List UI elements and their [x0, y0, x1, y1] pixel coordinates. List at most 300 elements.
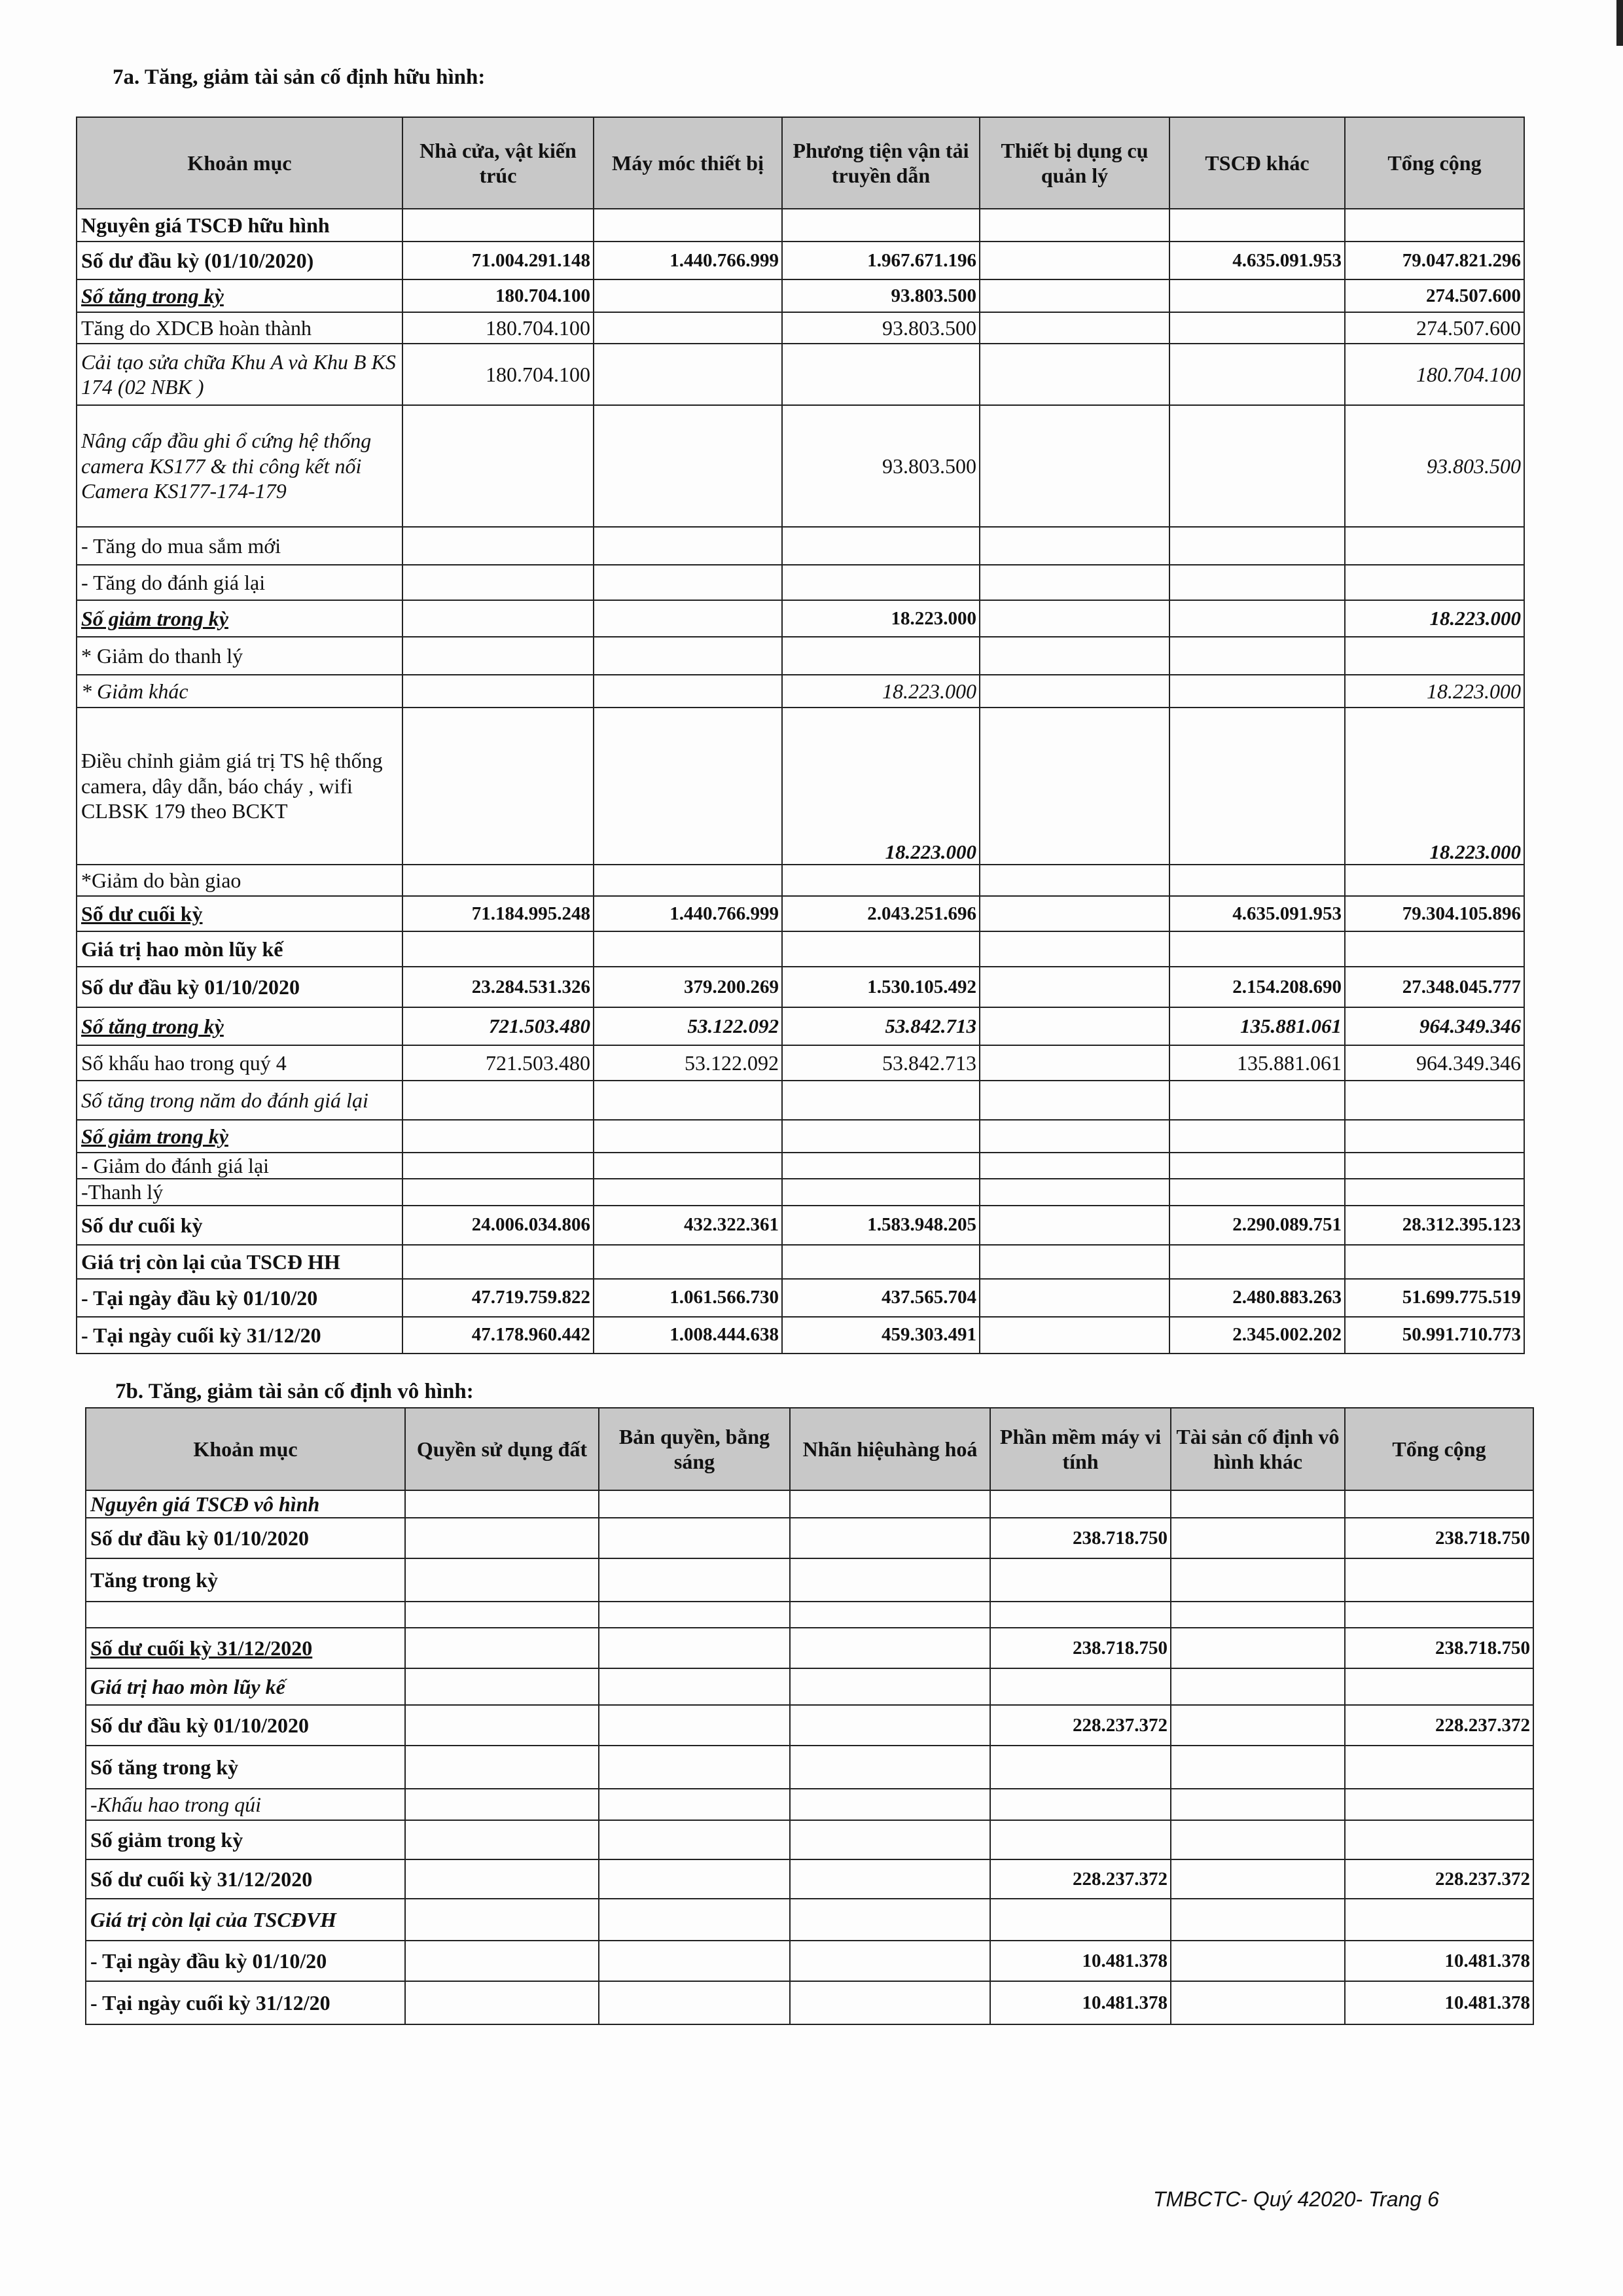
col-header: Khoản mục [77, 117, 402, 209]
table-cell [1171, 1705, 1345, 1746]
table-cell [790, 1981, 990, 2024]
row-label: Số khấu hao trong quý 4 [77, 1045, 402, 1081]
table-cell [1345, 865, 1524, 896]
table-cell [790, 1628, 990, 1668]
row-label: Giá trị còn lại của TSCĐVH [86, 1899, 405, 1941]
row-label: Số tăng trong kỳ [86, 1746, 405, 1789]
table-row [86, 1705, 1533, 1746]
table-cell: 180.704.100 [402, 312, 594, 344]
table-cell [594, 312, 782, 344]
table-cell [790, 1899, 990, 1941]
table-cell [402, 1120, 594, 1153]
row-label: Số giảm trong kỳ [77, 600, 402, 637]
table-cell: 4.635.091.953 [1169, 242, 1345, 279]
table-cell: 1.440.766.999 [594, 242, 782, 279]
table-cell: 10.481.378 [1345, 1941, 1533, 1981]
table-cell: 721.503.480 [402, 1045, 594, 1081]
intangible-assets-table [85, 1407, 1534, 2025]
table-row [77, 344, 1524, 405]
row-label: Số giảm trong kỳ [77, 1120, 402, 1153]
table-cell [1171, 1602, 1345, 1628]
row-label: Số tăng trong kỳ [77, 1007, 402, 1045]
table-cell [1171, 1789, 1345, 1820]
table-cell [990, 1558, 1171, 1602]
table-cell [1345, 931, 1524, 967]
table-cell [980, 967, 1169, 1007]
table-cell [599, 1941, 790, 1981]
table-cell: 228.237.372 [1345, 1705, 1533, 1746]
row-label: Số dư đầu kỳ (01/10/2020) [77, 242, 402, 279]
table-cell [405, 1746, 599, 1789]
row-label: Nâng cấp đầu ghi ổ cứng hệ thống camera KS177 & thi công kết nối Camera KS177-174-179 [77, 405, 402, 527]
table-cell: 10.481.378 [990, 1981, 1171, 2024]
table-cell [594, 1081, 782, 1120]
table-cell [1169, 565, 1345, 600]
table-row [77, 931, 1524, 967]
table-cell [1345, 1820, 1533, 1859]
table-cell [1169, 865, 1345, 896]
table-cell: 2.480.883.263 [1169, 1279, 1345, 1317]
table-cell [599, 1668, 790, 1705]
table-cell: 228.237.372 [990, 1859, 1171, 1899]
table-cell [402, 209, 594, 242]
row-label: - Tại ngày đầu kỳ 01/10/20 [77, 1279, 402, 1317]
table-cell [782, 209, 980, 242]
row-label: Giá trị hao mòn lũy kế [86, 1668, 405, 1705]
row-label: Số tăng trong kỳ [77, 279, 402, 312]
table-cell [594, 1120, 782, 1153]
table-cell [980, 1120, 1169, 1153]
table-cell [1169, 708, 1345, 865]
table-cell: 53.842.713 [782, 1045, 980, 1081]
table-cell [594, 1179, 782, 1205]
table-cell: 238.718.750 [990, 1518, 1171, 1558]
table-cell: 93.803.500 [782, 312, 980, 344]
table-cell [980, 1045, 1169, 1081]
row-label: Số dư cuối kỳ [77, 1206, 402, 1245]
table-cell [980, 1153, 1169, 1179]
table-row [77, 1081, 1524, 1120]
table-cell [402, 527, 594, 565]
row-label [86, 1602, 405, 1628]
table-cell: 10.481.378 [990, 1941, 1171, 1981]
table-cell: 27.348.045.777 [1345, 967, 1524, 1007]
row-label: Số dư đầu kỳ 01/10/2020 [77, 967, 402, 1007]
table-row [77, 1206, 1524, 1245]
table-cell [990, 1602, 1171, 1628]
table-cell [402, 1153, 594, 1179]
table-cell: 1.061.566.730 [594, 1279, 782, 1317]
table-cell: 71.184.995.248 [402, 896, 594, 931]
table-row [77, 967, 1524, 1007]
col-header: Phần mềm máy vi tính [990, 1408, 1171, 1490]
table-cell [790, 1705, 990, 1746]
table-cell [405, 1628, 599, 1668]
table-cell [1345, 1245, 1524, 1279]
row-label: Số dư đầu kỳ 01/10/2020 [86, 1518, 405, 1558]
table-row [86, 1820, 1533, 1859]
table-cell [594, 708, 782, 865]
table-row [77, 209, 1524, 242]
table-row [86, 1899, 1533, 1941]
table-cell [599, 1705, 790, 1746]
table-cell [599, 1490, 790, 1518]
table-cell [1345, 1120, 1524, 1153]
table-cell [980, 242, 1169, 279]
table-cell [599, 1820, 790, 1859]
table-row [86, 1789, 1533, 1820]
table-cell [790, 1558, 990, 1602]
table-cell: 47.178.960.442 [402, 1317, 594, 1354]
table-cell: 53.122.092 [594, 1045, 782, 1081]
table-row [77, 1007, 1524, 1045]
table-cell [594, 1245, 782, 1279]
table-cell [1169, 1245, 1345, 1279]
table-cell [402, 1245, 594, 1279]
table-cell: 4.635.091.953 [1169, 896, 1345, 931]
table-cell: 93.803.500 [782, 405, 980, 527]
table-row [86, 1981, 1533, 2024]
table-cell [790, 1518, 990, 1558]
table-cell: 18.223.000 [782, 708, 980, 865]
table-cell: 18.223.000 [782, 675, 980, 708]
table-cell [980, 1317, 1169, 1354]
table-cell [599, 1899, 790, 1941]
table-cell [790, 1490, 990, 1518]
table-row [77, 896, 1524, 931]
table-cell [782, 637, 980, 675]
table-cell [980, 527, 1169, 565]
table-row [86, 1746, 1533, 1789]
table-cell [980, 1081, 1169, 1120]
table-cell [405, 1941, 599, 1981]
table-cell: 964.349.346 [1345, 1007, 1524, 1045]
table-row [86, 1859, 1533, 1899]
table-cell [405, 1668, 599, 1705]
table-cell [790, 1941, 990, 1981]
table-cell: 47.719.759.822 [402, 1279, 594, 1317]
table-cell [402, 865, 594, 896]
table-cell [1169, 600, 1345, 637]
table-cell [1169, 1081, 1345, 1120]
table-cell [990, 1746, 1171, 1789]
table-cell [594, 565, 782, 600]
table-row [77, 1179, 1524, 1205]
table-cell: 1.967.671.196 [782, 242, 980, 279]
row-label: Nguyên giá TSCĐ vô hình [86, 1490, 405, 1518]
table-cell [594, 637, 782, 675]
table-cell: 50.991.710.773 [1345, 1317, 1524, 1354]
table-cell [594, 931, 782, 967]
row-label: * Giảm khác [77, 675, 402, 708]
row-label: - Tại ngày cuối kỳ 31/12/20 [86, 1981, 405, 2024]
table-cell [990, 1490, 1171, 1518]
table-cell: 379.200.269 [594, 967, 782, 1007]
table-cell: 1.440.766.999 [594, 896, 782, 931]
table-cell: 18.223.000 [1345, 675, 1524, 708]
table-cell: 180.704.100 [1345, 344, 1524, 405]
table-row [77, 405, 1524, 527]
table-cell: 1.583.948.205 [782, 1206, 980, 1245]
table-cell [402, 1179, 594, 1205]
table-cell [594, 675, 782, 708]
col-header: Phương tiện vận tải truyền dẫn [782, 117, 980, 209]
table-cell [594, 405, 782, 527]
table-cell [599, 1981, 790, 2024]
table-cell: 2.290.089.751 [1169, 1206, 1345, 1245]
table-cell: 2.043.251.696 [782, 896, 980, 931]
table-cell [980, 312, 1169, 344]
table-cell [594, 209, 782, 242]
table-cell: 2.154.208.690 [1169, 967, 1345, 1007]
table-cell [790, 1746, 990, 1789]
col-header: Máy móc thiết bị [594, 117, 782, 209]
table-cell [980, 209, 1169, 242]
table-cell [599, 1518, 790, 1558]
table-cell [980, 344, 1169, 405]
row-label: - Tăng do đánh giá lại [77, 565, 402, 600]
table-cell [782, 527, 980, 565]
row-label: Số dư cuối kỳ [77, 896, 402, 931]
table-cell: 18.223.000 [1345, 708, 1524, 865]
table-row [86, 1602, 1533, 1628]
table-cell [1169, 344, 1345, 405]
table-cell [782, 1081, 980, 1120]
table-cell [782, 1120, 980, 1153]
row-label: - Tăng do mua sắm mới [77, 527, 402, 565]
row-label: Tăng trong kỳ [86, 1558, 405, 1602]
table-cell [402, 565, 594, 600]
table-cell [990, 1789, 1171, 1820]
row-label: Giá trị còn lại của TSCĐ HH [77, 1245, 402, 1279]
table-cell [1345, 1153, 1524, 1179]
table-cell: 721.503.480 [402, 1007, 594, 1045]
table-cell [980, 1206, 1169, 1245]
table-cell [1169, 279, 1345, 312]
table-cell: 1.530.105.492 [782, 967, 980, 1007]
table-cell: 1.008.444.638 [594, 1317, 782, 1354]
table-cell: 79.047.821.296 [1345, 242, 1524, 279]
table-cell [1171, 1518, 1345, 1558]
table-cell [405, 1820, 599, 1859]
table-cell: 238.718.750 [990, 1628, 1171, 1668]
table-cell [1345, 1746, 1533, 1789]
table-cell [1345, 1081, 1524, 1120]
table-cell: 459.303.491 [782, 1317, 980, 1354]
table-row [77, 242, 1524, 279]
table-cell [594, 279, 782, 312]
table-cell [980, 600, 1169, 637]
table-cell: 274.507.600 [1345, 279, 1524, 312]
table-cell [1169, 1179, 1345, 1205]
table-row [77, 1153, 1524, 1179]
table-cell: 10.481.378 [1345, 1981, 1533, 2024]
table-cell [990, 1668, 1171, 1705]
table-cell [782, 565, 980, 600]
col-header: Khoản mục [86, 1408, 405, 1490]
table-row [77, 312, 1524, 344]
table-cell [405, 1789, 599, 1820]
table-cell [402, 600, 594, 637]
row-label: - Giảm do đánh giá lại [77, 1153, 402, 1179]
table-row [86, 1490, 1533, 1518]
page-footer: TMBCTC- Quý 42020- Trang 6 [1153, 2187, 1439, 2211]
table-cell: 274.507.600 [1345, 312, 1524, 344]
table-cell: 135.881.061 [1169, 1007, 1345, 1045]
table-cell: 238.718.750 [1345, 1518, 1533, 1558]
table-cell [599, 1859, 790, 1899]
table-cell: 93.803.500 [1345, 405, 1524, 527]
table-cell: 2.345.002.202 [1169, 1317, 1345, 1354]
table-row [77, 637, 1524, 675]
table-cell [1171, 1859, 1345, 1899]
table-row [77, 1045, 1524, 1081]
table-cell [790, 1789, 990, 1820]
table-cell: 93.803.500 [782, 279, 980, 312]
table-cell [405, 1490, 599, 1518]
row-label: Số dư cuối kỳ 31/12/2020 [86, 1628, 405, 1668]
table-cell [1171, 1668, 1345, 1705]
row-label: Số giảm trong kỳ [86, 1820, 405, 1859]
table-cell [1171, 1899, 1345, 1941]
table-row [86, 1558, 1533, 1602]
table-cell [782, 344, 980, 405]
table-cell [1345, 209, 1524, 242]
table-cell [1171, 1981, 1345, 2024]
table-cell: 24.006.034.806 [402, 1206, 594, 1245]
table-cell: 71.004.291.148 [402, 242, 594, 279]
table-cell [980, 405, 1169, 527]
table-cell [405, 1705, 599, 1746]
row-label: Số dư đầu kỳ 01/10/2020 [86, 1705, 405, 1746]
table-cell [405, 1558, 599, 1602]
table-cell [1171, 1628, 1345, 1668]
table-cell [599, 1628, 790, 1668]
table-row [86, 1628, 1533, 1668]
table-cell [405, 1602, 599, 1628]
row-label: Số tăng trong năm do đánh giá lại [77, 1081, 402, 1120]
table-cell: 180.704.100 [402, 344, 594, 405]
table-cell [980, 1245, 1169, 1279]
table-row [86, 1668, 1533, 1705]
table-cell [1345, 1602, 1533, 1628]
table-row [77, 1317, 1524, 1354]
col-header: TSCĐ khác [1169, 117, 1345, 209]
table-cell [402, 931, 594, 967]
table-cell: 135.881.061 [1169, 1045, 1345, 1081]
table-cell [980, 1007, 1169, 1045]
table-cell [980, 931, 1169, 967]
table-cell: 23.284.531.326 [402, 967, 594, 1007]
table-cell: 28.312.395.123 [1345, 1206, 1524, 1245]
table-cell [1345, 565, 1524, 600]
table-cell [782, 931, 980, 967]
table-cell [1169, 931, 1345, 967]
table-cell [405, 1899, 599, 1941]
table-cell [405, 1859, 599, 1899]
table-row [77, 527, 1524, 565]
row-label: - Tại ngày cuối kỳ 31/12/20 [77, 1317, 402, 1354]
table-cell [599, 1746, 790, 1789]
table-cell: 18.223.000 [782, 600, 980, 637]
table-cell [990, 1899, 1171, 1941]
table-cell [594, 527, 782, 565]
row-label: * Giảm do thanh lý [77, 637, 402, 675]
col-header: Tổng cộng [1345, 1408, 1533, 1490]
section-7b-title: 7b. Tăng, giảm tài sản cố định vô hình: [115, 1380, 474, 1403]
col-header: Tổng cộng [1345, 117, 1524, 209]
table-cell: 437.565.704 [782, 1279, 980, 1317]
table-cell: 18.223.000 [1345, 600, 1524, 637]
table-cell [782, 1153, 980, 1179]
table-cell: 228.237.372 [990, 1705, 1171, 1746]
table-cell: 964.349.346 [1345, 1045, 1524, 1081]
col-header: Tài sản cố định vô hình khác [1171, 1408, 1345, 1490]
table-cell [1345, 1668, 1533, 1705]
table-cell [782, 1245, 980, 1279]
table-row [77, 1245, 1524, 1279]
table-cell [1169, 637, 1345, 675]
table-cell: 238.718.750 [1345, 1628, 1533, 1668]
table-cell: 180.704.100 [402, 279, 594, 312]
table-cell [980, 279, 1169, 312]
col-header: Quyền sử dụng đất [405, 1408, 599, 1490]
table-cell [1345, 1789, 1533, 1820]
section-7a-title: 7a. Tăng, giảm tài sản cố định hữu hình: [113, 65, 486, 89]
table-cell [980, 896, 1169, 931]
row-label: - Tại ngày đầu kỳ 01/10/20 [86, 1941, 405, 1981]
table-cell [990, 1820, 1171, 1859]
table-cell [1171, 1941, 1345, 1981]
table-row [86, 1941, 1533, 1981]
table-cell [1345, 1490, 1533, 1518]
scan-edge [1616, 0, 1623, 46]
table-cell [1171, 1490, 1345, 1518]
table-cell: 53.842.713 [782, 1007, 980, 1045]
table-cell [980, 637, 1169, 675]
table-cell [599, 1789, 790, 1820]
table-cell [1171, 1820, 1345, 1859]
col-header: Nhãn hiệuhàng hoá [790, 1408, 990, 1490]
header-row [86, 1408, 1533, 1490]
table-cell [1345, 1179, 1524, 1205]
row-label: Cải tạo sửa chữa Khu A và Khu B KS 174 (02 NBK ) [77, 344, 402, 405]
col-header: Thiết bị dụng cụ quản lý [980, 117, 1169, 209]
table-row [77, 600, 1524, 637]
table-cell: 228.237.372 [1345, 1859, 1533, 1899]
table-cell [790, 1602, 990, 1628]
table-row [77, 1120, 1524, 1153]
table-cell [980, 708, 1169, 865]
table-cell [1169, 312, 1345, 344]
table-cell [980, 1179, 1169, 1205]
table-cell [405, 1518, 599, 1558]
table-cell: 79.304.105.896 [1345, 896, 1524, 931]
table-cell: 51.699.775.519 [1345, 1279, 1524, 1317]
row-label: *Giảm do bàn giao [77, 865, 402, 896]
table-cell: 432.322.361 [594, 1206, 782, 1245]
table-cell [402, 675, 594, 708]
table-cell [980, 865, 1169, 896]
table-cell [980, 1279, 1169, 1317]
table-cell [980, 565, 1169, 600]
table-cell [1169, 405, 1345, 527]
row-label: Điều chỉnh giảm giá trị TS hệ thống camera, dây dẫn, báo cháy , wifi CLBSK 179 theo BCKT [77, 708, 402, 865]
table-cell [1345, 1558, 1533, 1602]
table-cell [1169, 1153, 1345, 1179]
row-label: -Thanh lý [77, 1179, 402, 1205]
table-cell [782, 865, 980, 896]
